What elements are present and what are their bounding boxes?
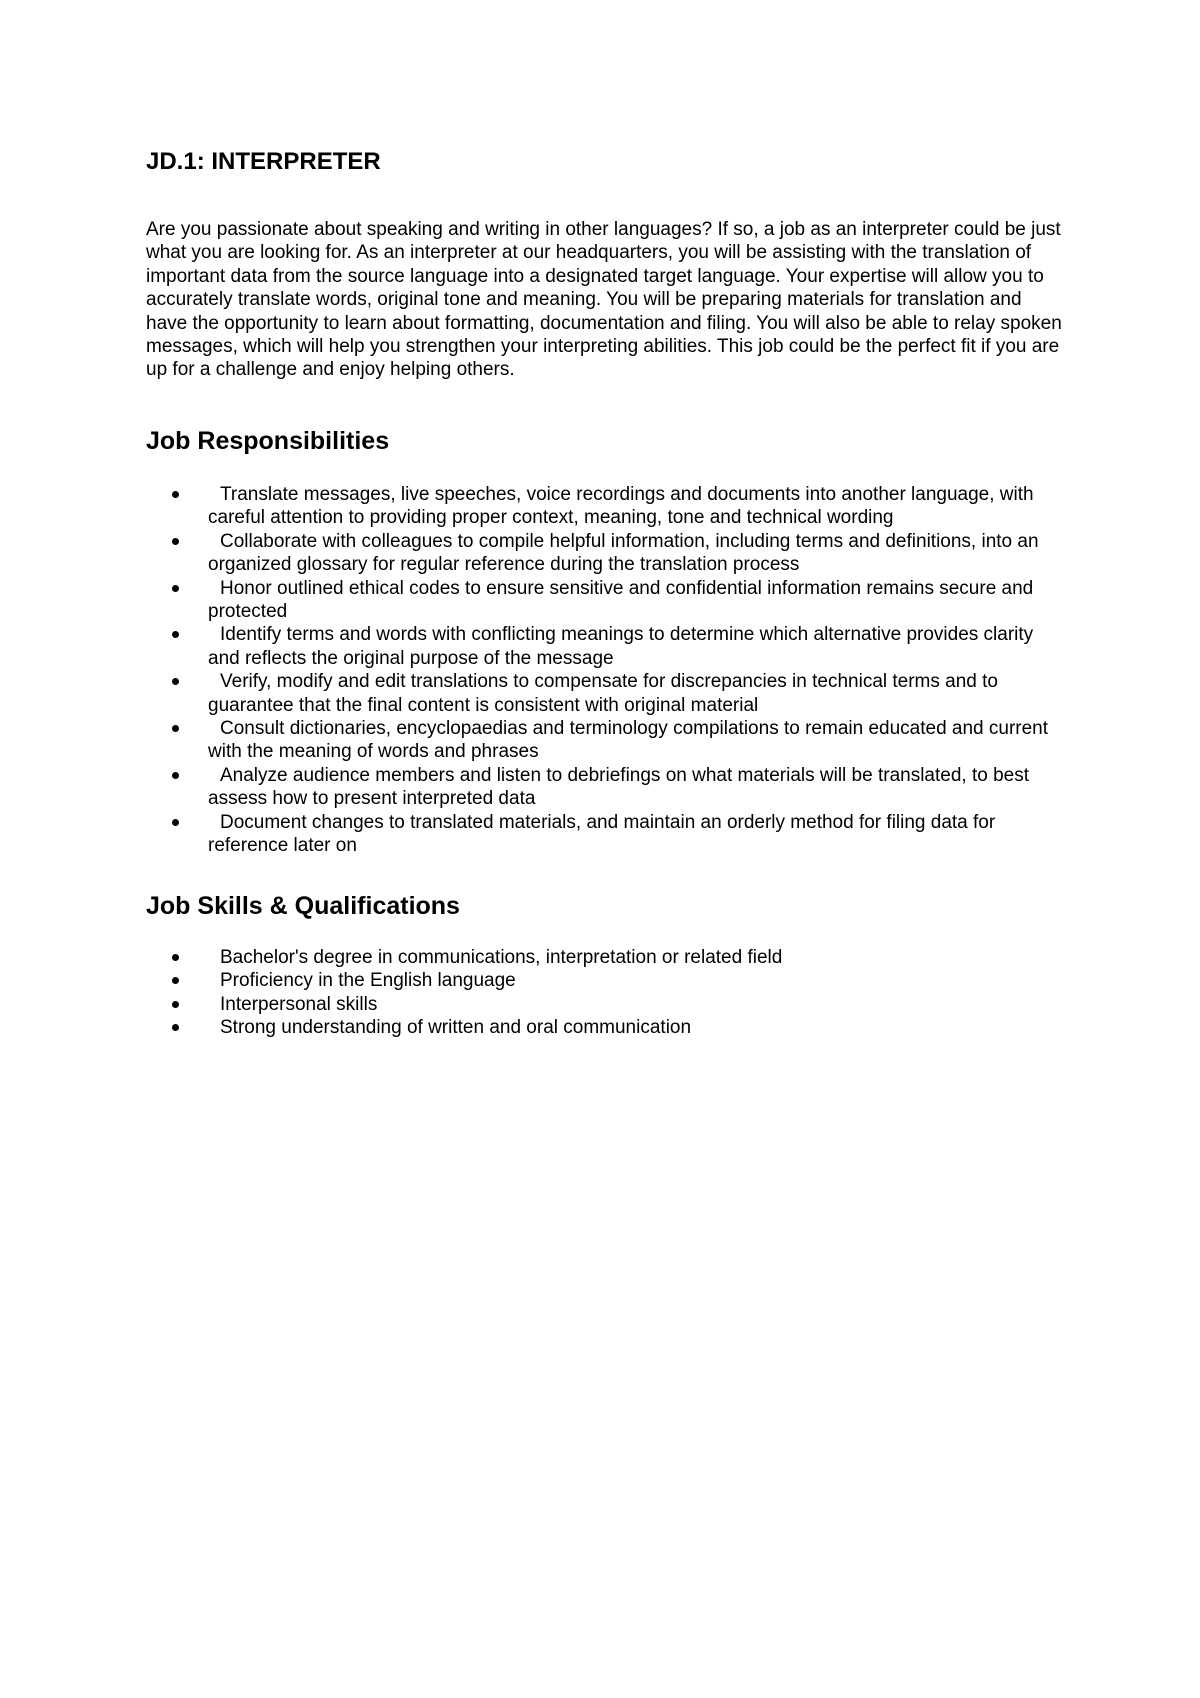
bullet-icon bbox=[172, 725, 179, 732]
bullet-icon bbox=[172, 585, 179, 592]
bullet-icon bbox=[172, 819, 179, 826]
list-item bbox=[146, 717, 1066, 764]
bullet-icon bbox=[172, 1001, 179, 1008]
list-item-text: Interpersonal skills bbox=[220, 993, 378, 1015]
list-item bbox=[146, 670, 1066, 717]
bullet-icon bbox=[172, 772, 179, 779]
list-item-text: Strong understanding of written and oral communication bbox=[220, 1017, 692, 1039]
intro-paragraph: Are you passionate about speaking and writing in other languages? If so, a job as an interpreter could be just what you are looking for. As an interpreter at our headquarters, you will be assisting with the translation of important data from the source language into a designated target language. Your expertise will allow you to accurately translate words, original tone and meaning. You will be preparing materials for translation and have the opportunity to learn about formatting, documentation and filing. You will also be able to relay spoken messages, which will help you strengthen your interpreting abilities. This job could be the perfect fit if you are up for a challenge and enjoy helping others. bbox=[146, 219, 1062, 381]
list-item bbox=[146, 623, 1066, 670]
list-item-text: Verify, modify and edit translations to compensate for discrepancies in technical terms and to guarantee that the final content is consistent with original material bbox=[208, 671, 998, 716]
bullet-icon bbox=[172, 491, 179, 498]
list-item bbox=[146, 483, 1066, 530]
bullet-icon bbox=[172, 977, 179, 984]
document-title: JD.1: INTERPRETER bbox=[146, 148, 381, 175]
list-item bbox=[146, 530, 1066, 577]
skills-heading: Job Skills & Qualifications bbox=[146, 892, 460, 920]
bullet-icon bbox=[172, 1024, 179, 1031]
list-item-text: Collaborate with colleagues to compile helpful information, including terms and definitions, into an organized glossary for regular reference during the translation process bbox=[208, 530, 1039, 576]
list-item bbox=[146, 993, 1066, 1016]
list-item bbox=[146, 946, 1066, 969]
list-item bbox=[146, 577, 1066, 624]
bullet-icon bbox=[172, 954, 179, 961]
list-item-text: Translate messages, live speeches, voice recordings and documents into another language, with careful attention to providing proper context, meaning, tone and technical wording bbox=[208, 484, 1034, 529]
responsibilities-heading: Job Responsibilities bbox=[146, 427, 390, 455]
list-item-text: Consult dictionaries, encyclopaedias and terminology compilations to remain educated and current with the meaning of words and phrases bbox=[208, 718, 1049, 763]
bullet-icon bbox=[172, 678, 179, 685]
list-item-text: Document changes to translated materials, and maintain an orderly method for filing data for reference later on bbox=[208, 811, 996, 857]
bullet-icon bbox=[172, 538, 179, 545]
responsibilities-list bbox=[146, 483, 1066, 858]
list-item-text: Honor outlined ethical codes to ensure sensitive and confidential information remains secure and protected bbox=[208, 577, 1034, 623]
skills-list bbox=[146, 946, 1066, 1040]
list-item-text: Proficiency in the English language bbox=[220, 970, 516, 992]
list-item-text: Identify terms and words with conflicting meanings to determine which alternative provides clarity and reflects the original purpose of the message bbox=[208, 624, 1034, 669]
list-item bbox=[146, 969, 1066, 992]
list-item bbox=[146, 1016, 1066, 1039]
list-item bbox=[146, 764, 1066, 811]
list-item-text: Bachelor's degree in communications, interpretation or related field bbox=[220, 947, 783, 968]
list-item bbox=[146, 811, 1066, 858]
list-item-text: Analyze audience members and listen to debriefings on what materials will be translated, to best assess how to present interpreted data bbox=[208, 764, 1029, 810]
bullet-icon bbox=[172, 631, 179, 638]
